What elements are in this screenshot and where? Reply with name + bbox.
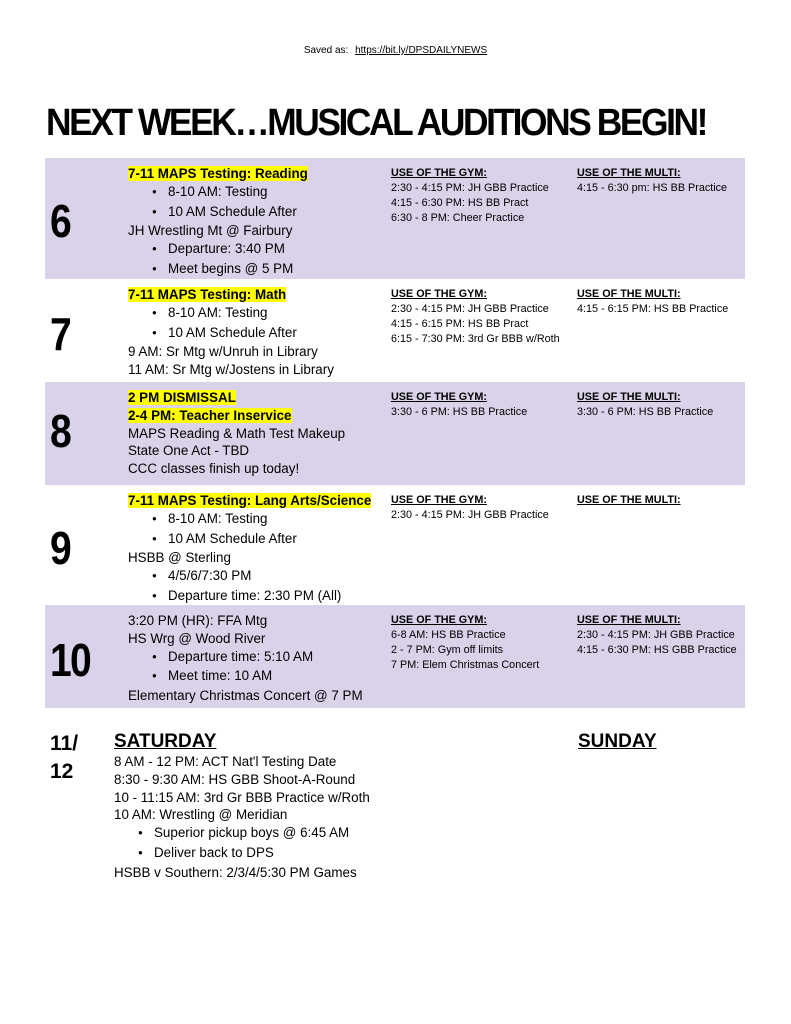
day-events xyxy=(128,165,383,280)
day-number: 9 xyxy=(50,522,71,574)
event-line xyxy=(128,165,383,183)
day-number: 7 xyxy=(50,308,71,360)
sunday-heading: SUNDAY xyxy=(578,731,657,752)
gym-usage-heading: USE OF THE GYM: xyxy=(391,288,487,300)
multi-usage-item: 4:15 - 6:30 pm: HS BB Practice xyxy=(577,182,728,194)
multi-usage-item: 4:15 - 6:15 PM: HS BB Practice xyxy=(577,303,729,315)
gym-usage-item: 2:30 - 4:15 PM: JH GBB Practice xyxy=(391,303,549,315)
saturday-event-line: ● Superior pickup boys @ 6:45 AM xyxy=(114,824,474,844)
event-line: ● Meet time: 10 AM xyxy=(128,667,383,687)
saturday-event-line: 10 - 11:15 AM: 3rd Gr BBB Practice w/Roth xyxy=(114,789,370,805)
day-number: 6 xyxy=(50,195,71,247)
multi-usage-heading: USE OF THE MULTI: xyxy=(577,494,681,506)
gym-usage-item: 2:30 - 4:15 PM: JH GBB Practice xyxy=(391,182,549,194)
day-events xyxy=(128,389,383,478)
day-row xyxy=(45,158,745,279)
gym-usage xyxy=(391,390,571,420)
gym-usage-heading: USE OF THE GYM: xyxy=(391,167,487,179)
gym-usage xyxy=(391,493,571,523)
event-line: ● 10 AM Schedule After xyxy=(128,530,383,550)
multi-usage-heading: USE OF THE MULTI: xyxy=(577,167,681,179)
day-events xyxy=(128,492,383,607)
multi-usage xyxy=(577,390,747,420)
event-line xyxy=(128,286,383,304)
event-line xyxy=(128,407,383,425)
gym-usage-item: 6:30 - 8 PM: Cheer Practice xyxy=(391,212,525,224)
event-line-text: 2 PM DISMISSAL xyxy=(128,390,236,405)
day-number: 8 xyxy=(50,405,71,457)
gym-usage-item: 2 - 7 PM: Gym off limits xyxy=(391,644,503,656)
saturday-event-line: 8 AM - 12 PM: ACT Nat'l Testing Date xyxy=(114,754,337,769)
gym-usage-item: 7 PM: Elem Christmas Concert xyxy=(391,659,540,671)
day-row xyxy=(45,485,745,605)
saturday-event-line: 8:30 - 9:30 AM: HS GBB Shoot-A-Round xyxy=(114,771,356,787)
day-number: 10 xyxy=(50,634,91,686)
saved-as-line xyxy=(0,45,791,56)
multi-usage xyxy=(577,166,747,196)
event-line: ● Departure: 3:40 PM xyxy=(128,240,383,260)
event-line xyxy=(128,389,383,407)
event-line-text: 2-4 PM: Teacher Inservice xyxy=(128,407,292,423)
gym-usage-item: 3:30 - 6 PM: HS BB Practice xyxy=(391,406,528,418)
weekend-day-number-line2: 12 xyxy=(50,760,74,783)
event-line: JH Wrestling Mt @ Fairbury xyxy=(128,223,293,239)
multi-usage xyxy=(577,287,747,317)
gym-usage-heading: USE OF THE GYM: xyxy=(391,391,487,403)
saturday-event-line: 10 AM: Wrestling @ Meridian xyxy=(114,807,288,823)
event-line: CCC classes finish up today! xyxy=(128,461,300,477)
gym-usage-item: 6-8 AM: HS BB Practice xyxy=(391,629,506,641)
event-line: ● 10 AM Schedule After xyxy=(128,324,383,344)
gym-usage-item: 2:30 - 4:15 PM: JH GBB Practice xyxy=(391,509,549,521)
weekend-day-number-line1: 11/ xyxy=(50,732,79,755)
day-row xyxy=(45,382,745,485)
event-line: HSBB @ Sterling xyxy=(128,550,231,566)
multi-usage xyxy=(577,613,747,658)
saved-as-label: Saved as: xyxy=(303,45,349,56)
saved-as-link[interactable]: https://bit.ly/DPSDAILYNEWS xyxy=(355,45,488,56)
multi-usage-item: 4:15 - 6:30 PM: HS GBB Practice xyxy=(577,644,737,656)
saturday-events xyxy=(114,753,474,882)
gym-usage xyxy=(391,613,571,673)
event-line: 11 AM: Sr Mtg w/Jostens in Library xyxy=(128,362,334,378)
event-line: ● Departure time: 2:30 PM (All) xyxy=(128,587,383,607)
gym-usage-item: 4:15 - 6:30 PM: HS BB Pract xyxy=(391,197,529,209)
event-line: 9 AM: Sr Mtg w/Unruh in Library xyxy=(128,344,318,360)
event-line: ● 8-10 AM: Testing xyxy=(128,304,383,324)
saturday-event-line: ● Deliver back to DPS xyxy=(114,844,474,864)
gym-usage-item: 6:15 - 7:30 PM: 3rd Gr BBB w/Roth xyxy=(391,333,560,345)
multi-usage-item: 3:30 - 6 PM: HS BB Practice xyxy=(577,406,714,418)
event-line: ● 4/5/6/7:30 PM xyxy=(128,567,383,587)
event-line: ● Departure time: 5:10 AM xyxy=(128,648,383,668)
gym-usage xyxy=(391,166,571,226)
day-events xyxy=(128,612,383,705)
event-line xyxy=(128,492,383,510)
gym-usage-heading: USE OF THE GYM: xyxy=(391,614,487,626)
multi-usage-heading: USE OF THE MULTI: xyxy=(577,288,681,300)
event-line: HS Wrg @ Wood River xyxy=(128,630,266,646)
multi-usage-heading: USE OF THE MULTI: xyxy=(577,391,681,403)
event-line: State One Act - TBD xyxy=(128,443,250,459)
saturday-event-line: HSBB v Southern: 2/3/4/5:30 PM Games xyxy=(114,864,357,880)
day-events xyxy=(128,286,383,379)
multi-usage-heading: USE OF THE MULTI: xyxy=(577,614,681,626)
multi-usage xyxy=(577,493,747,508)
gym-usage xyxy=(391,287,571,347)
gym-usage-heading: USE OF THE GYM: xyxy=(391,494,487,506)
event-line: ● 10 AM Schedule After xyxy=(128,203,383,223)
event-line: ● Meet begins @ 5 PM xyxy=(128,260,383,280)
day-row xyxy=(45,605,745,708)
event-line-text: 7-11 MAPS Testing: Reading xyxy=(128,166,308,181)
event-line: ● 8-10 AM: Testing xyxy=(128,510,383,530)
day-row xyxy=(45,279,745,382)
event-line-text: 7-11 MAPS Testing: Lang Arts/Science xyxy=(128,493,372,508)
saturday-heading: SATURDAY xyxy=(114,731,217,752)
event-line: Elementary Christmas Concert @ 7 PM xyxy=(128,688,363,704)
event-line: ● 8-10 AM: Testing xyxy=(128,183,383,203)
gym-usage-item: 4:15 - 6:15 PM: HS BB Pract xyxy=(391,318,529,330)
page-headline: NEXT WEEK…MUSICAL AUDITIONS BEGIN! xyxy=(46,102,706,144)
event-line: MAPS Reading & Math Test Makeup xyxy=(128,425,346,441)
event-line: 3:20 PM (HR): FFA Mtg xyxy=(128,613,268,628)
weekend-day-number xyxy=(50,730,78,786)
event-line-text: 7-11 MAPS Testing: Math xyxy=(128,287,287,302)
multi-usage-item: 2:30 - 4:15 PM: JH GBB Practice xyxy=(577,629,735,641)
